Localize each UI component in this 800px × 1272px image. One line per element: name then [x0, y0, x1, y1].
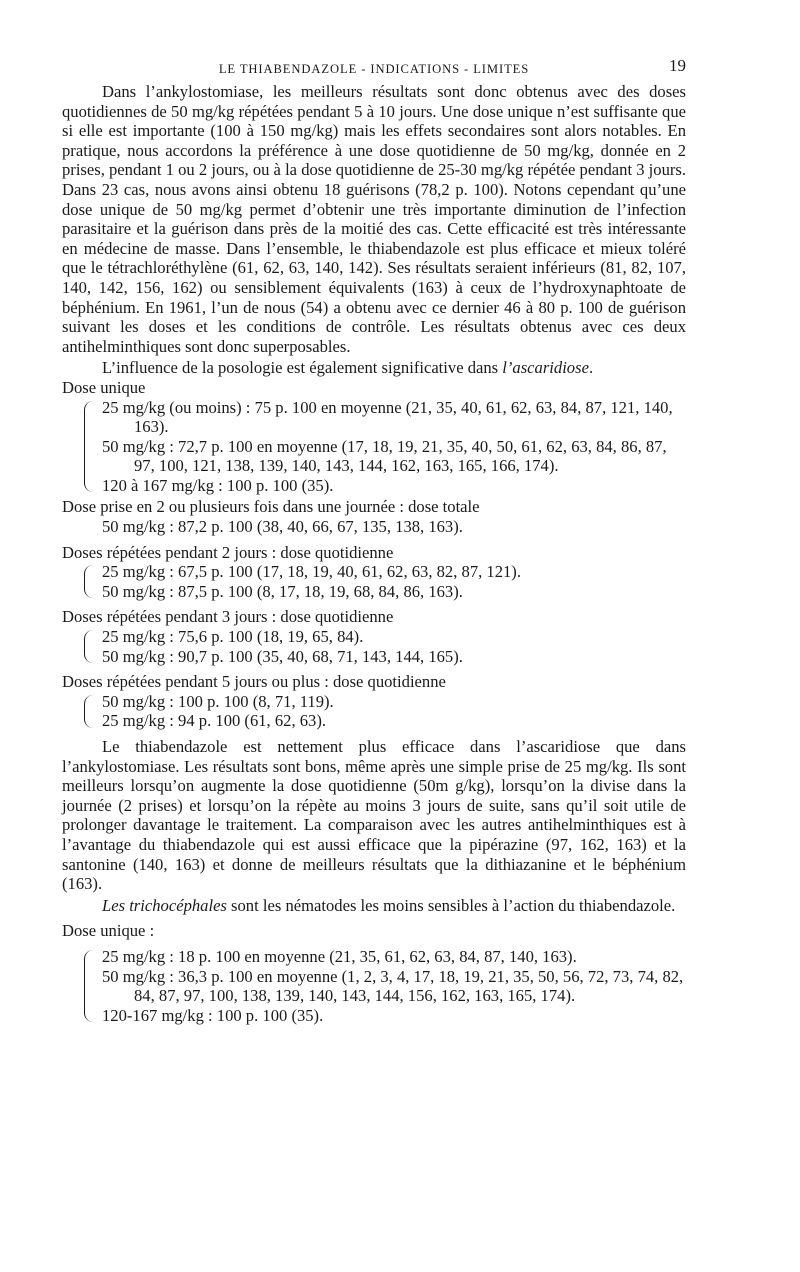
doses-3-jours-heading: Doses répétées pendant 3 jours : dose quotidienne: [62, 607, 394, 627]
doses-5-jours-group: [62, 692, 686, 731]
brace-mark: [84, 950, 94, 1022]
document-page: [62, 52, 686, 1025]
doses-2-jours-heading: Doses répétées pendant 2 jours : dose quotidienne: [62, 542, 394, 562]
brace-mark: [84, 565, 94, 598]
dose-unique-group: [62, 398, 686, 496]
dose-line: 25 mg/kg : 18 p. 100 en moyenne (21, 35, 61, 62, 63, 84, 87, 140, 163).: [102, 946, 577, 966]
page-header: [62, 52, 686, 82]
brace-mark: [84, 401, 94, 493]
tricho-text: sont les nématodes les moins sensibles à l’action du thiabendazole.: [226, 895, 676, 915]
dose-line: 25 mg/kg : 94 p. 100 (61, 62, 63).: [102, 711, 327, 731]
dose-unique-heading: Dose unique: [62, 377, 146, 397]
dose-line: 120-167 mg/kg : 100 p. 100 (35).: [102, 1005, 324, 1025]
dose-line: 50 mg/kg : 100 p. 100 (8, 71, 119).: [102, 691, 334, 711]
influence-italic: l’ascaridiose: [502, 358, 589, 378]
dose-line: 25 mg/kg : 75,6 p. 100 (18, 19, 65, 84).: [102, 627, 364, 647]
tricho-dose-heading: Dose unique :: [62, 921, 155, 941]
tricho-italic: Les trichocéphales: [102, 895, 227, 915]
doses-2-jours-group: [62, 562, 686, 601]
influence-text: L’influence de la posologie est également significative dans: [102, 358, 503, 378]
dose-line: 50 mg/kg : 87,2 p. 100 (38, 40, 66, 67, 135, 138, 163).: [102, 517, 463, 537]
doses-3-jours-group: [62, 627, 686, 666]
paragraph-influence: [62, 358, 686, 378]
dose-prise-heading: Dose prise en 2 ou plusieurs fois dans une journée : dose totale: [62, 497, 480, 517]
dose-line: 50 mg/kg : 87,5 p. 100 (8, 17, 18, 19, 68, 84, 86, 163).: [102, 581, 463, 601]
page-number: 19: [669, 56, 686, 75]
brace-mark: [84, 630, 94, 663]
tricho-dose-group: [62, 947, 686, 1025]
doses-5-jours-heading: Doses répétées pendant 5 jours ou plus : dose quotidienne: [62, 672, 446, 692]
influence-suffix: .: [588, 358, 594, 378]
dose-line: 50 mg/kg : 90,7 p. 100 (35, 40, 68, 71, 143, 144, 165).: [102, 646, 463, 666]
paragraph-trichocephales: [62, 896, 686, 916]
dose-line: 25 mg/kg (ou moins) : 75 p. 100 en moyenne (21, 35, 40, 61, 62, 63, 84, 87, 121, 140, 163).: [102, 397, 673, 437]
paragraph-conclusion: Le thiabendazole est nettement plus efficace dans l’ascaridiose que dans l’ankylostomiase. Les résultats sont bons, même après une simple prise de 25 mg/kg. Ils sont meilleurs lorsqu’on augmente la dose quotidienne (50m g/kg), lorsqu’on la divise dans la journée (2 prises) et lorsqu’on la répète au moins 3 jours de suite, sans qu’il soit utile de prolonger davantage le traitement. La comparaison avec les autres antihelminthiques est à l’avantage du thiabendazole qui est aussi efficace que la pipérazine (97, 162, 163) et la santonine (140, 163) et donne de meilleurs résultats que la dithiazanine et le béphénium (163).: [62, 737, 686, 894]
paragraph-ankylostomiase: Dans l’ankylostomiase, les meilleurs résultats sont donc obtenus avec des doses quotidiennes de 50 mg/kg répétées pendant 5 à 10 jours. Une dose unique n’est suffisante que si elle est importante (100 à 150 mg/kg) mais les effets secondaires sont alors notables. En pratique, nous accordons la préférence à une dose quotidienne de 50 mg/kg, donnée en 2 prises, pendant 1 ou 2 jours, ou à la dose quotidienne de 25-30 mg/kg répétée pendant 3 jours. Dans 23 cas, nous avons ainsi obtenu 18 guérisons (78,2 p. 100). Notons cependant qu’une dose unique de 50 mg/kg permet d’obtenir une très importante diminution de l’infection parasitaire et la guérison dans près de la moitié des cas. Cette efficacité est très intéressante en médecine de masse. Dans l’ensemble, le thiabendazole est plus efficace et mieux toléré que le tétrachloréthylène (61, 62, 63, 140, 142). Ses résultats seraient inférieurs (81, 82, 107, 140, 142, 156, 162) ou sensiblement équivalents (163) à ceux de l’hydroxynaphtoate de béphénium. En 1961, l’un de nous (54) a obtenu avec ce dernier 46 à 80 p. 100 de guérison suivant les doses et les conditions de contrôle. Les résultats obtenus avec ces deux antihelminthiques sont donc superposables.: [62, 82, 686, 356]
brace-mark: [84, 695, 94, 728]
dose-line: 120 à 167 mg/kg : 100 p. 100 (35).: [102, 475, 334, 495]
dose-line: 25 mg/kg : 67,5 p. 100 (17, 18, 19, 40, 61, 62, 63, 82, 87, 121).: [102, 562, 521, 582]
dose-line: 50 mg/kg : 72,7 p. 100 en moyenne (17, 18, 19, 21, 35, 40, 50, 61, 62, 63, 84, 86, 87, 97, 100, 121, 138, 139, 140, 143, 144, 162, 163, 165, 166, 174).: [102, 436, 667, 476]
running-title: LE THIABENDAZOLE - INDICATIONS - LIMITES: [218, 62, 530, 76]
dose-line: 50 mg/kg : 36,3 p. 100 en moyenne (1, 2, 3, 4, 17, 18, 19, 21, 35, 50, 56, 72, 73, 74, 82, 84, 87, 97, 100, 138, 139, 140, 143, 144, 156, 162, 163, 165, 174).: [102, 966, 684, 1006]
